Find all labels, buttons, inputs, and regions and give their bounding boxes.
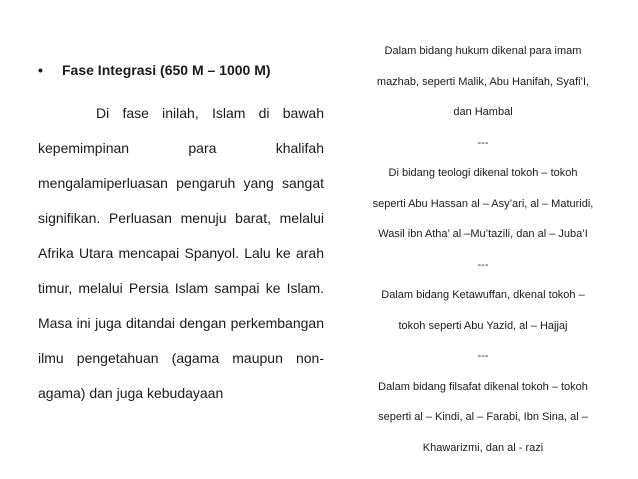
right-line: seperti al – Kindi, al – Farabi, Ibn Sina, al – [378,411,588,423]
separator: --- [477,136,489,149]
body-paragraph: Di fase inilah, Islam di bawah kepemimpinan para khalifah mengalamiperluasan pengaruh yang sangat signifikan. Perluasan menuju barat, melalui Afrika Utara mencapai Spanyol. Lalu ke arah timur, melalui Persia Islam sampai ke Islam. Masa ini juga ditandai dengan perkembangan ilmu pengetahuan (agama maupun non-agama) dan juga kebudayaan [38,105,324,401]
separator: --- [477,350,489,362]
right-column [342,36,624,463]
left-column [38,62,324,425]
right-line: mazhab, seperti Malik, Abu Hanifah, Syafi’I, [376,75,590,88]
bullet-icon: • [38,62,43,78]
separator: --- [477,258,489,271]
right-line: Dalam bidang Ketawuffan, dkenal tokoh – [381,289,585,301]
right-line: Wasil ibn Atha’ al –Mu’tazili, dan al – Juba’I [378,228,588,240]
right-line: Khawarizmi, dan al - razi [422,441,544,454]
right-line: tokoh seperti Abu Yazid, al – Hajjaj [398,319,568,332]
heading-text: Fase Integrasi (650 M – 1000 M) [62,62,271,78]
bullet-heading [38,62,324,90]
right-line: Dalam bidang hukum dikenal para imam [384,45,582,57]
right-line: dan Hambal [453,106,513,118]
right-line: seperti Abu Hassan al – Asy’ari, al – Maturidi, [372,197,594,210]
right-line: Dalam bidang filsafat dikenal tokoh – tokoh [378,380,588,393]
right-line: Di bidang teologi dikenal tokoh – tokoh [388,167,578,179]
